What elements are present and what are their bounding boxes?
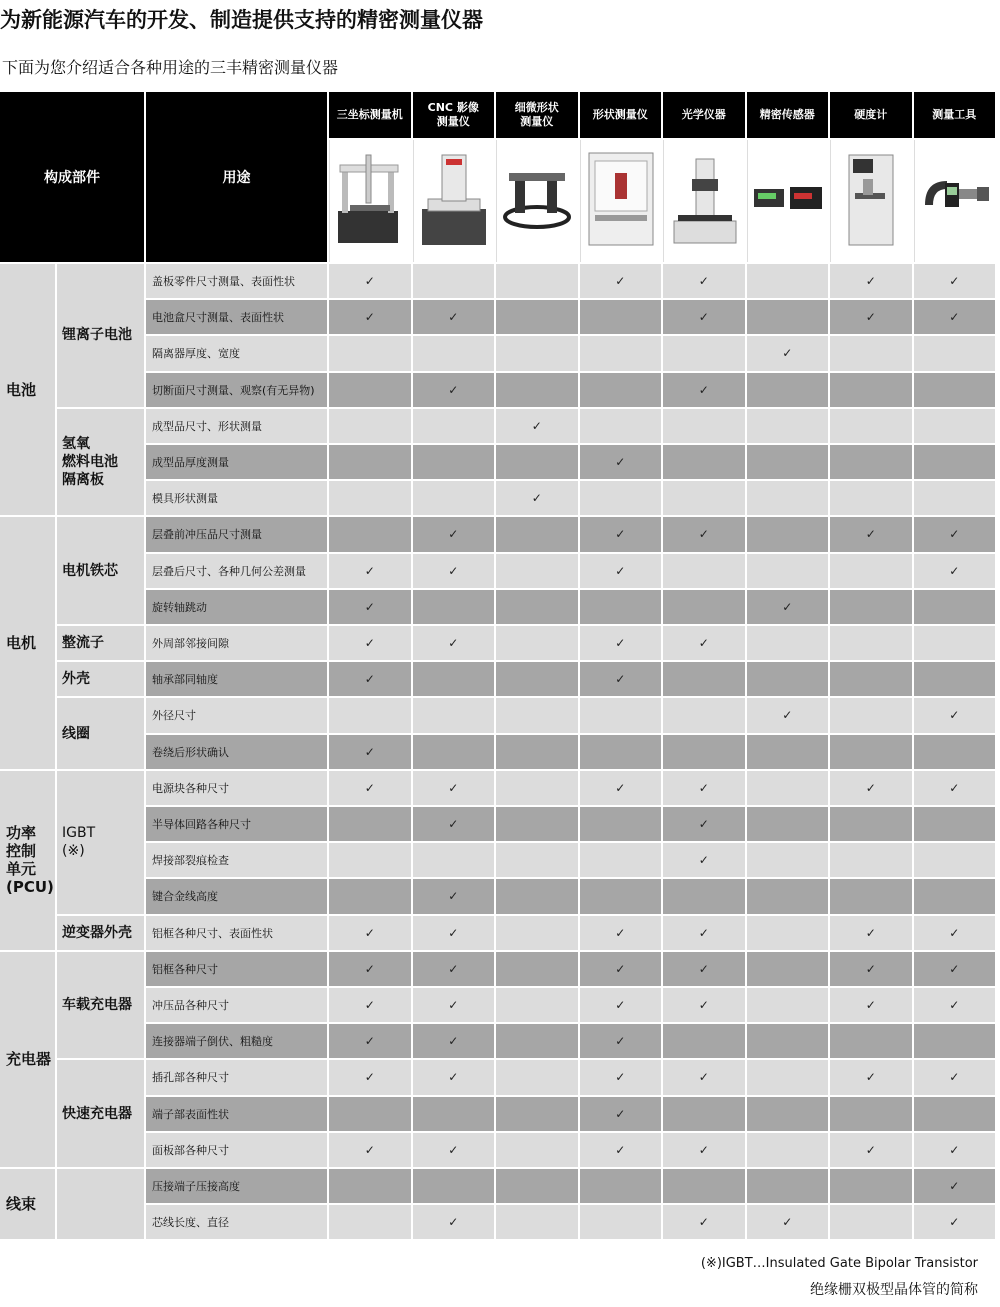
usage-row-22: 插孔部各种尺寸 [146, 1060, 327, 1094]
check-mark: ✓ [914, 916, 996, 950]
empty-cell [747, 952, 829, 986]
empty-cell [830, 626, 912, 660]
empty-cell [496, 626, 578, 660]
empty-cell [496, 1133, 578, 1167]
empty-cell [914, 336, 996, 370]
empty-cell [496, 1205, 578, 1239]
empty-cell [663, 590, 745, 624]
subcategory-4: 外壳 [57, 662, 144, 696]
check-mark: ✓ [830, 952, 912, 986]
empty-cell [580, 590, 662, 624]
check-mark: ✓ [830, 1133, 912, 1167]
check-mark: ✓ [914, 1169, 996, 1203]
column-header-0: 三坐标测量机 [329, 92, 411, 138]
empty-cell [329, 336, 411, 370]
empty-cell [329, 698, 411, 732]
check-mark: ✓ [580, 662, 662, 696]
usage-row-1: 电池盒尺寸测量、表面性状 [146, 300, 327, 334]
empty-cell [329, 409, 411, 443]
check-mark: ✓ [914, 698, 996, 732]
empty-cell [413, 698, 495, 732]
check-mark: ✓ [413, 554, 495, 588]
usage-row-5: 成型品厚度测量 [146, 445, 327, 479]
check-mark: ✓ [663, 1205, 745, 1239]
check-mark: ✓ [663, 807, 745, 841]
usage-row-10: 外周部邻接间隙 [146, 626, 327, 660]
usage-row-12: 外径尺寸 [146, 698, 327, 732]
check-mark: ✓ [413, 1205, 495, 1239]
empty-cell [747, 1024, 829, 1058]
empty-cell [413, 264, 495, 298]
empty-cell [914, 409, 996, 443]
empty-cell [663, 698, 745, 732]
category-2: 功率 控制 单元 (PCU) [0, 771, 55, 950]
usage-row-21: 连接器端子倒伏、粗糙度 [146, 1024, 327, 1058]
usage-row-16: 焊接部裂痕检查 [146, 843, 327, 877]
empty-cell [496, 1169, 578, 1203]
subcategory-5: 线圈 [57, 698, 144, 768]
empty-cell [914, 481, 996, 515]
usage-row-3: 切断面尺寸测量、观察(有无异物) [146, 373, 327, 407]
empty-cell [747, 1097, 829, 1131]
empty-cell [830, 373, 912, 407]
empty-cell [747, 735, 829, 769]
empty-cell [914, 1024, 996, 1058]
usage-row-19: 铝框各种尺寸 [146, 952, 327, 986]
page-subtitle: 下面为您介绍适合各种用途的三丰精密测量仪器 [2, 58, 339, 77]
column-header-4: 光学仪器 [663, 92, 745, 138]
empty-cell [496, 771, 578, 805]
empty-cell [747, 409, 829, 443]
empty-cell [496, 952, 578, 986]
empty-cell [413, 481, 495, 515]
column-header-6: 硬度计 [830, 92, 912, 138]
empty-cell [747, 843, 829, 877]
column-header-2: 细微形状 测量仪 [496, 92, 578, 138]
empty-cell [747, 554, 829, 588]
check-mark: ✓ [830, 771, 912, 805]
check-mark: ✓ [329, 626, 411, 660]
check-mark: ✓ [914, 264, 996, 298]
check-mark: ✓ [747, 590, 829, 624]
empty-cell [580, 373, 662, 407]
empty-cell [830, 409, 912, 443]
check-mark: ✓ [496, 481, 578, 515]
check-mark: ✓ [830, 264, 912, 298]
check-mark: ✓ [580, 264, 662, 298]
empty-cell [329, 445, 411, 479]
column-header-7: 测量工具 [914, 92, 996, 138]
header-usage: 用途 [146, 92, 327, 262]
empty-cell [830, 807, 912, 841]
empty-cell [413, 1097, 495, 1131]
empty-cell [580, 843, 662, 877]
check-mark: ✓ [914, 1205, 996, 1239]
page-title: 为新能源汽车的开发、制造提供支持的精密测量仪器 [0, 8, 483, 32]
empty-cell [329, 807, 411, 841]
category-3: 充电器 [0, 952, 55, 1167]
check-mark: ✓ [580, 626, 662, 660]
empty-cell [413, 662, 495, 696]
empty-cell [413, 336, 495, 370]
subcategory-8: 车载充电器 [57, 952, 144, 1059]
check-mark: ✓ [329, 662, 411, 696]
empty-cell [496, 445, 578, 479]
empty-cell [747, 445, 829, 479]
empty-cell [914, 590, 996, 624]
usage-row-20: 冲压品各种尺寸 [146, 988, 327, 1022]
empty-cell [830, 1205, 912, 1239]
empty-cell [914, 735, 996, 769]
check-mark: ✓ [747, 1205, 829, 1239]
check-mark: ✓ [580, 988, 662, 1022]
instrument-photo-3 [580, 140, 662, 262]
check-mark: ✓ [329, 735, 411, 769]
usage-row-4: 成型品尺寸、形状测量 [146, 409, 327, 443]
check-mark: ✓ [663, 626, 745, 660]
empty-cell [496, 879, 578, 913]
empty-cell [914, 1097, 996, 1131]
empty-cell [496, 590, 578, 624]
check-mark: ✓ [663, 952, 745, 986]
empty-cell [747, 300, 829, 334]
vision-measuring-icon [416, 149, 492, 253]
empty-cell [747, 662, 829, 696]
check-mark: ✓ [663, 300, 745, 334]
check-mark: ✓ [413, 807, 495, 841]
check-mark: ✓ [413, 373, 495, 407]
contour-measuring-icon [583, 149, 659, 253]
empty-cell [580, 481, 662, 515]
instrument-photo-5 [747, 140, 829, 262]
empty-cell [580, 1169, 662, 1203]
instrument-photo-2 [496, 140, 578, 262]
column-header-1: CNC 影像 测量仪 [413, 92, 495, 138]
empty-cell [663, 336, 745, 370]
empty-cell [663, 445, 745, 479]
check-mark: ✓ [580, 554, 662, 588]
instrument-photo-1 [413, 140, 495, 262]
instrument-photo-4 [663, 140, 745, 262]
usage-row-15: 半导体回路各种尺寸 [146, 807, 327, 841]
empty-cell [747, 1133, 829, 1167]
usage-row-8: 层叠后尺寸、各种几何公差测量 [146, 554, 327, 588]
column-header-3: 形状测量仪 [580, 92, 662, 138]
subcategory-10 [57, 1169, 144, 1239]
check-mark: ✓ [580, 1024, 662, 1058]
check-mark: ✓ [329, 952, 411, 986]
empty-cell [747, 626, 829, 660]
empty-cell [580, 698, 662, 732]
check-mark: ✓ [914, 771, 996, 805]
usage-row-26: 芯线长度、直径 [146, 1205, 327, 1239]
subcategory-0: 锂离子电池 [57, 264, 144, 407]
subcategory-1: 氢氧 燃料电池 隔离板 [57, 409, 144, 516]
check-mark: ✓ [914, 1133, 996, 1167]
category-1: 电机 [0, 517, 55, 768]
check-mark: ✓ [914, 300, 996, 334]
check-mark: ✓ [413, 1060, 495, 1094]
empty-cell [496, 735, 578, 769]
usage-row-14: 电源块各种尺寸 [146, 771, 327, 805]
check-mark: ✓ [830, 300, 912, 334]
empty-cell [329, 1097, 411, 1131]
empty-cell [830, 336, 912, 370]
empty-cell [496, 988, 578, 1022]
check-mark: ✓ [413, 300, 495, 334]
empty-cell [413, 1169, 495, 1203]
empty-cell [830, 843, 912, 877]
empty-cell [496, 554, 578, 588]
check-mark: ✓ [329, 1133, 411, 1167]
empty-cell [663, 662, 745, 696]
empty-cell [830, 445, 912, 479]
usage-row-23: 端子部表面性状 [146, 1097, 327, 1131]
empty-cell [830, 554, 912, 588]
footnote-line2: 绝缘栅双极型晶体管的简称 [810, 1282, 978, 1298]
empty-cell [413, 590, 495, 624]
empty-cell [413, 735, 495, 769]
empty-cell [580, 879, 662, 913]
empty-cell [830, 879, 912, 913]
check-mark: ✓ [830, 1060, 912, 1094]
empty-cell [830, 481, 912, 515]
empty-cell [496, 1060, 578, 1094]
form-measuring-icon [499, 149, 575, 253]
check-mark: ✓ [830, 916, 912, 950]
check-mark: ✓ [413, 517, 495, 551]
empty-cell [496, 517, 578, 551]
check-mark: ✓ [830, 517, 912, 551]
check-mark: ✓ [663, 373, 745, 407]
empty-cell [830, 735, 912, 769]
header-component: 构成部件 [0, 92, 144, 262]
empty-cell [496, 336, 578, 370]
usage-row-11: 轴承部同轴度 [146, 662, 327, 696]
empty-cell [914, 373, 996, 407]
check-mark: ✓ [747, 698, 829, 732]
empty-cell [413, 409, 495, 443]
check-mark: ✓ [413, 771, 495, 805]
cmm-machine-icon [332, 149, 408, 253]
subcategory-6: IGBT (※) [57, 771, 144, 914]
usage-row-9: 旋转轴跳动 [146, 590, 327, 624]
precision-sensor-icon [750, 149, 826, 253]
check-mark: ✓ [580, 1133, 662, 1167]
empty-cell [329, 879, 411, 913]
empty-cell [747, 1169, 829, 1203]
empty-cell [747, 1060, 829, 1094]
check-mark: ✓ [663, 843, 745, 877]
empty-cell [747, 264, 829, 298]
check-mark: ✓ [663, 916, 745, 950]
empty-cell [580, 300, 662, 334]
check-mark: ✓ [329, 300, 411, 334]
instrument-photo-6 [830, 140, 912, 262]
check-mark: ✓ [329, 554, 411, 588]
empty-cell [329, 843, 411, 877]
check-mark: ✓ [580, 952, 662, 986]
subcategory-7: 逆变器外壳 [57, 916, 144, 950]
check-mark: ✓ [413, 952, 495, 986]
check-mark: ✓ [580, 1060, 662, 1094]
empty-cell [663, 1024, 745, 1058]
empty-cell [747, 373, 829, 407]
check-mark: ✓ [663, 988, 745, 1022]
empty-cell [329, 481, 411, 515]
empty-cell [663, 879, 745, 913]
subcategory-9: 快速充电器 [57, 1060, 144, 1167]
check-mark: ✓ [496, 409, 578, 443]
optical-instrument-icon [666, 149, 742, 253]
check-mark: ✓ [413, 1024, 495, 1058]
empty-cell [663, 409, 745, 443]
usage-row-6: 模具形状测量 [146, 481, 327, 515]
empty-cell [747, 807, 829, 841]
usage-row-17: 键合金线高度 [146, 879, 327, 913]
check-mark: ✓ [329, 1060, 411, 1094]
empty-cell [496, 843, 578, 877]
check-mark: ✓ [914, 1060, 996, 1094]
empty-cell [830, 590, 912, 624]
empty-cell [496, 1097, 578, 1131]
empty-cell [914, 843, 996, 877]
empty-cell [580, 735, 662, 769]
empty-cell [496, 373, 578, 407]
empty-cell [496, 807, 578, 841]
empty-cell [663, 481, 745, 515]
subcategory-2: 电机铁芯 [57, 517, 144, 624]
empty-cell [580, 336, 662, 370]
micrometer-icon [917, 149, 993, 253]
usage-row-24: 面板部各种尺寸 [146, 1133, 327, 1167]
empty-cell [496, 662, 578, 696]
hardness-tester-icon [833, 149, 909, 253]
check-mark: ✓ [413, 988, 495, 1022]
empty-cell [580, 409, 662, 443]
empty-cell [747, 879, 829, 913]
empty-cell [663, 1097, 745, 1131]
empty-cell [496, 698, 578, 732]
check-mark: ✓ [329, 988, 411, 1022]
empty-cell [830, 662, 912, 696]
column-header-5: 精密传感器 [747, 92, 829, 138]
empty-cell [413, 843, 495, 877]
empty-cell [413, 445, 495, 479]
check-mark: ✓ [747, 336, 829, 370]
empty-cell [580, 1205, 662, 1239]
usage-row-7: 层叠前冲压品尺寸测量 [146, 517, 327, 551]
check-mark: ✓ [329, 771, 411, 805]
check-mark: ✓ [663, 1060, 745, 1094]
empty-cell [329, 517, 411, 551]
empty-cell [914, 626, 996, 660]
empty-cell [914, 879, 996, 913]
check-mark: ✓ [329, 590, 411, 624]
check-mark: ✓ [663, 771, 745, 805]
check-mark: ✓ [663, 1133, 745, 1167]
check-mark: ✓ [329, 264, 411, 298]
empty-cell [830, 1024, 912, 1058]
check-mark: ✓ [580, 1097, 662, 1131]
empty-cell [663, 1169, 745, 1203]
check-mark: ✓ [329, 1024, 411, 1058]
instrument-photo-0 [329, 140, 411, 262]
empty-cell [663, 554, 745, 588]
check-mark: ✓ [413, 879, 495, 913]
empty-cell [329, 1169, 411, 1203]
empty-cell [496, 264, 578, 298]
check-mark: ✓ [914, 952, 996, 986]
empty-cell [830, 1169, 912, 1203]
instrument-photo-7 [914, 140, 996, 262]
empty-cell [747, 771, 829, 805]
check-mark: ✓ [663, 517, 745, 551]
usage-row-25: 压接端子压接高度 [146, 1169, 327, 1203]
empty-cell [496, 916, 578, 950]
check-mark: ✓ [413, 916, 495, 950]
empty-cell [329, 1205, 411, 1239]
empty-cell [580, 807, 662, 841]
check-mark: ✓ [663, 264, 745, 298]
empty-cell [496, 300, 578, 334]
check-mark: ✓ [413, 626, 495, 660]
check-mark: ✓ [580, 916, 662, 950]
category-4: 线束 [0, 1169, 55, 1239]
check-mark: ✓ [580, 517, 662, 551]
usage-row-0: 盖板零件尺寸测量、表面性状 [146, 264, 327, 298]
check-mark: ✓ [914, 988, 996, 1022]
empty-cell [747, 988, 829, 1022]
check-mark: ✓ [580, 771, 662, 805]
empty-cell [747, 517, 829, 551]
check-mark: ✓ [914, 517, 996, 551]
footnote-line1: (※)IGBT…Insulated Gate Bipolar Transistor [700, 1256, 978, 1271]
usage-row-18: 铝框各种尺寸、表面性状 [146, 916, 327, 950]
check-mark: ✓ [580, 445, 662, 479]
category-0: 电池 [0, 264, 55, 515]
empty-cell [914, 807, 996, 841]
check-mark: ✓ [914, 554, 996, 588]
subcategory-3: 整流子 [57, 626, 144, 660]
usage-row-2: 隔离器厚度、宽度 [146, 336, 327, 370]
empty-cell [747, 481, 829, 515]
empty-cell [329, 373, 411, 407]
empty-cell [663, 735, 745, 769]
empty-cell [747, 916, 829, 950]
empty-cell [830, 698, 912, 732]
check-mark: ✓ [413, 1133, 495, 1167]
usage-row-13: 卷绕后形状确认 [146, 735, 327, 769]
empty-cell [496, 1024, 578, 1058]
empty-cell [914, 662, 996, 696]
check-mark: ✓ [830, 988, 912, 1022]
check-mark: ✓ [329, 916, 411, 950]
empty-cell [830, 1097, 912, 1131]
empty-cell [914, 445, 996, 479]
